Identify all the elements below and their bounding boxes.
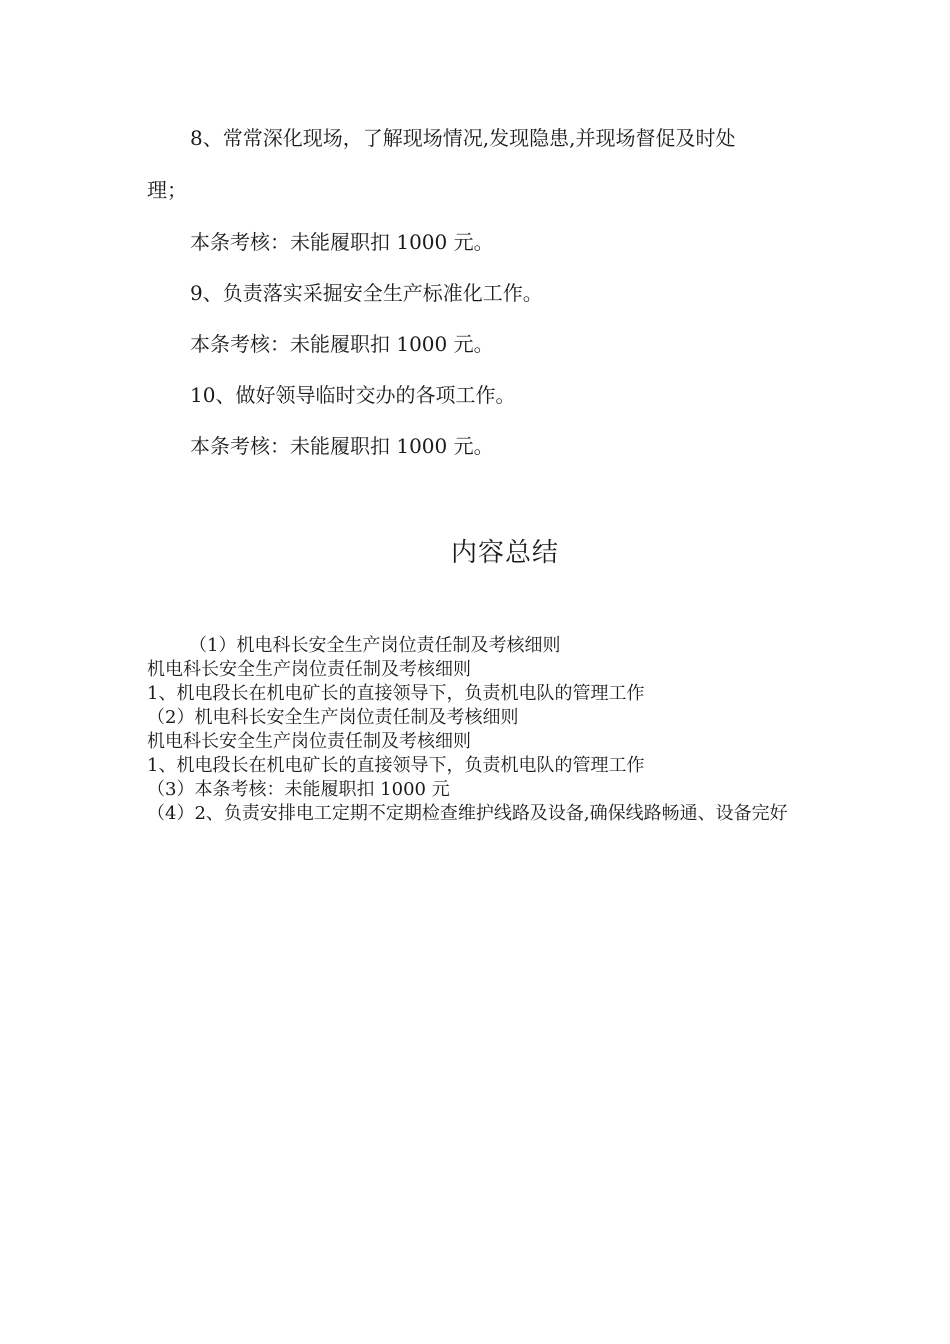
summary-line: 机电科长安全生产岗位责任制及考核细则 — [147, 731, 471, 752]
summary-line: 1、机电段长在机电矿长的直接领导下，负责机电队的管理工作 — [147, 755, 645, 776]
summary-title: 内容总结 — [450, 538, 559, 568]
summary-block — [147, 634, 827, 826]
paragraph-8-assessment: 本条考核：未能履职扣 1000 元。 — [190, 230, 494, 254]
summary-line: （1）机电科长安全生产岗位责任制及考核细则 — [189, 635, 561, 656]
paragraph-8-continuation: 理； — [147, 178, 187, 202]
summary-line: （3）本条考核：未能履职扣 1000 元 — [147, 779, 450, 800]
paragraph-9: 9、负责落实采掘安全生产标准化工作。 — [190, 281, 543, 305]
summary-line: 机电科长安全生产岗位责任制及考核细则 — [147, 659, 471, 680]
paragraph-10: 10、做好领导临时交办的各项工作。 — [190, 383, 516, 407]
paragraph-9-assessment: 本条考核：未能履职扣 1000 元。 — [190, 332, 494, 356]
summary-line: （2）机电科长安全生产岗位责任制及考核细则 — [147, 707, 519, 728]
paragraph-10-assessment: 本条考核：未能履职扣 1000 元。 — [190, 434, 494, 458]
summary-line: （4）2、负责安排电工定期不定期检查维护线路及设备,确保线路畅通、设备完好 — [147, 803, 788, 824]
paragraph-8: 8、常常深化现场，了解现场情况,发现隐患,并现场督促及时处 — [190, 126, 736, 150]
summary-line: 1、机电段长在机电矿长的直接领导下，负责机电队的管理工作 — [147, 683, 645, 704]
